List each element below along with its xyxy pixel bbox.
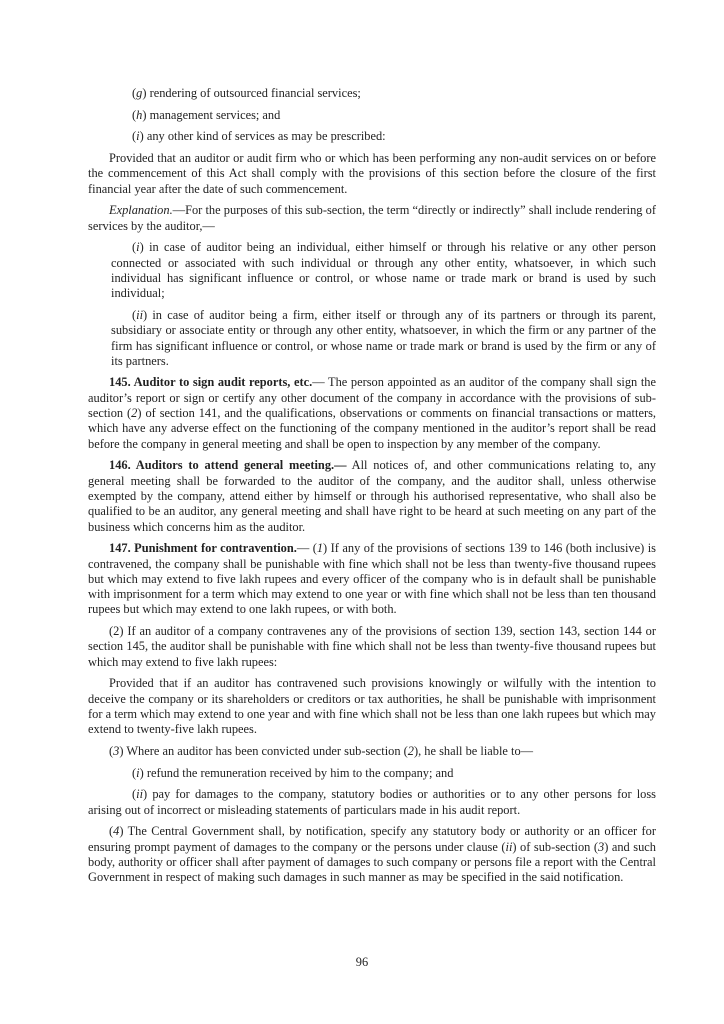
section-145-text-a: — The person appointed as an auditor of the company shall sign the auditor’s report or sign or certify any other document of the company in accordance with the provisions of sub-section ( (88, 375, 656, 421)
section-147-pre: — ( (296, 541, 317, 556)
section-146-heading: 146. Auditors to attend general meeting.— (109, 458, 347, 473)
clause-h: (h) management services; and (132, 107, 281, 122)
section-147-3-clause-i: (i) refund the remuneration received by him to the company; and (132, 765, 454, 780)
proviso-non-audit: Provided that an auditor or audit firm who or which has been performing any non-audit services on or before the commencement of this Act shall comply with the provisions of this section before the closure of the first financial year after the date of such commencement. (88, 151, 656, 196)
section-147-2: (2) If an auditor of a company contravenes any of the provisions of section 139, section 143, section 144 or section 145, the auditor shall be punishable with fine which shall not be less than twenty-five thousand rupees but which may extend to five lakh rupees: (88, 624, 656, 669)
explanation-clause-i: (i) in case of auditor being an individual, either himself or through his relative or any other person connected or associated with such individual or through any other entity, whatsoever, in which such individual has significant influence or control, or whose name or trade mark or brand is used by such individual; (111, 240, 656, 301)
section-145-heading: 145. Auditor to sign audit reports, etc. (109, 375, 313, 390)
section-147-1-text: ) If any of the provisions of sections 139 to 146 (both inclusive) is contravened, the company shall be punishable with fine which shall not be less than twenty-five thousand rupees but which may extend to five lakh rupees and every officer of the company who is in default shall be punishable with imprisonment for a term which may extend to one year or with fine which shall not be less than ten thousand rupees but which may extend to one lakh rupees, or with both. (88, 541, 656, 617)
section-145-text-b: ) of section 141, and the qualifications, observations or comments on financial transactions or matters, which have any adverse effect on the functioning of the company mentioned in the auditor’s report shall be read before the company in general meeting and shall be open to inspection by any member of the company. (88, 406, 656, 451)
explanation-clause-i-text: in case of auditor being an individual, either himself or through his relative or any other person connected or associated with such individual or through any other entity, whatsoever, in which such individual has significant influence or control, or whose name or trade mark or brand is used by such individual; (111, 240, 656, 301)
section-145-subsection-num: 2 (131, 406, 138, 421)
explanation-clause-ii-text: in case of auditor being a firm, either itself or through any of its partners or through its parent, subsidiary or associate entity or through any other entity, whatsoever, in which the firm or any partner of the firm has significant influence or control, or whose name or trade mark or brand is used by the firm or any of its partners. (111, 307, 656, 368)
clause-h-mark: h (136, 107, 143, 122)
clause-i-mark: i (136, 129, 140, 144)
section-147-3-mid: ) Where an auditor has been convicted under sub-section ( (119, 743, 408, 758)
section-147-3-num: 3 (113, 743, 120, 758)
clause-g: (g) rendering of outsourced financial services; (132, 86, 361, 100)
section-147-3-clause-i-text: refund the remuneration received by him to the company; and (143, 765, 454, 780)
explanation-text: —For the purposes of this sub-section, the term “directly or indirectly” shall include rendering of services by the auditor,— (88, 203, 656, 233)
explanation-clause-ii-mark: ii (136, 307, 144, 322)
section-147-4-num2: 3 (598, 839, 605, 854)
explanation-label: Explanation. (109, 203, 173, 218)
clause-h-text: management services; and (146, 107, 281, 122)
section-147-4-post: ) and such body, authority or officer shall after payment of damages to such company or persons file a report with the Central Government in respect of making such damages in such manner as may be specified in the said notification. (88, 839, 656, 885)
proviso-wilful: Provided that if an auditor has contravened such provisions knowingly or wilfully with the intention to deceive the company or its shareholders or creditors or tax authorities, he shall be punishable with imprisonment for a term which may extend to one year and with fine which shall not be less than one lakh rupees but which may extend to twenty-five lakh rupees. (88, 676, 656, 737)
section-147-heading: 147. Punishment for contravention. (109, 541, 297, 556)
clause-g-text: rendering of outsourced financial services; (146, 86, 361, 100)
section-147-3-post: ), he shall be liable to— (413, 743, 534, 758)
section-147-3-clause-ii: (ii) pay for damages to the company, statutory bodies or authorities or to any other persons for loss arising out of incorrect or misleading statements of particulars made in his audit report. (88, 787, 656, 817)
clause-i: (i) any other kind of services as may be prescribed: (132, 129, 386, 144)
section-146-text: All notices of, and other communications relating to, any general meeting shall be forwarded to the auditor of the company, and the auditor shall, unless otherwise exempted by the company, attend either by himself or through his authorised representative, who shall also be qualified to be an auditor, any general meeting and shall have right to be heard at such meeting on any part of the business which concerns him as the auditor. (88, 458, 657, 534)
section-146 (88, 458, 656, 534)
section-147-4-num: 4 (113, 824, 120, 839)
section-147-3-clause-i-mark: i (136, 765, 140, 780)
section-147-subsection-num: 1 (316, 541, 324, 556)
section-147-4-pre: ( (109, 824, 114, 839)
section-147-1 (88, 541, 656, 617)
clause-i-text: any other kind of services as may be prescribed: (143, 129, 386, 144)
section-147-3 (88, 744, 656, 759)
page-number: 96 (355, 955, 369, 969)
clause-g-mark: g (136, 86, 143, 100)
section-147-3-clause-ii-mark: ii (136, 787, 144, 802)
section-147-3-num2: 2 (407, 743, 414, 758)
explanation (88, 203, 656, 234)
section-147-4 (88, 824, 656, 885)
section-147-4-mid: ) of sub-section ( (512, 839, 598, 854)
explanation-clause-ii: (ii) in case of auditor being a firm, either itself or through any of its partners or through its parent, subsidiary or associate entity or through any other entity, whatsoever, in which the firm or any partner of the firm has significant influence or control, or whose name or trade mark or brand is used by the firm or any of its partners. (111, 307, 656, 368)
section-147-3-clause-ii-text: pay for damages to the company, statutory bodies or authorities or to any other persons for loss arising out of incorrect or misleading statements of particulars made in his audit report. (88, 787, 656, 817)
section-147-4-clause: ii (505, 839, 513, 854)
section-147-3-pre: ( (109, 743, 114, 758)
section-145 (88, 375, 656, 451)
explanation-clause-i-mark: i (136, 240, 140, 255)
section-147-4-text: ) The Central Government shall, by notification, specify any statutory body or authority or an officer for ensuring prompt payment of damages to the company or the persons under clause ( (88, 824, 656, 854)
